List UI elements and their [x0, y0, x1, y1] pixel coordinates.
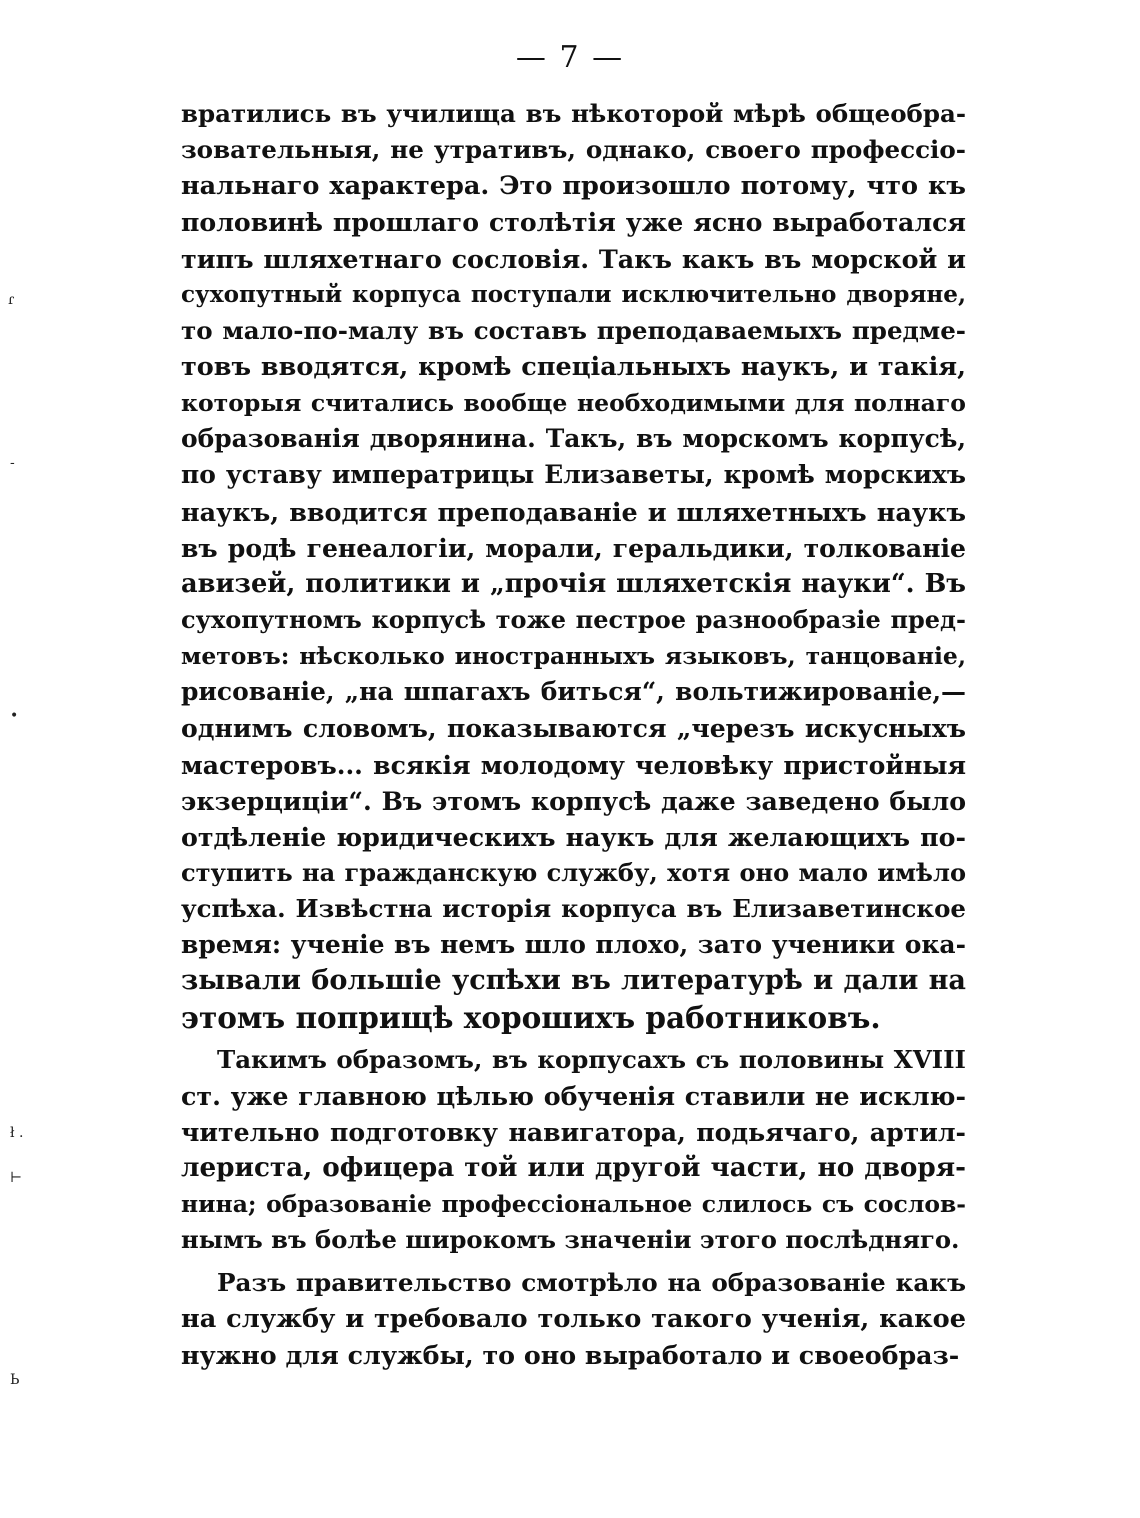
- text-line: мастеровъ... всякія молодому человѣку пристойныя: [181, 749, 966, 780]
- text-line: то мало-по-малу въ составъ преподаваемыхъ предме-: [181, 315, 966, 345]
- text-line: Разъ правительство смотрѣло на образованіе какъ: [217, 1267, 966, 1297]
- scan-speck: Ь: [10, 1372, 20, 1388]
- text-line: наукъ, вводится преподаваніе и шляхетныхъ наукъ: [181, 496, 966, 527]
- text-line: Такимъ образомъ, въ корпусахъ съ половины XVIII: [217, 1044, 966, 1074]
- text-line: лериста, офицера той или другой части, но дворя-: [181, 1152, 966, 1184]
- text-line: нина; образованіе профессіональное слилось съ сослов-: [181, 1190, 966, 1219]
- text-line: чительно подготовку навигатора, подьячаго, артил-: [181, 1116, 966, 1147]
- text-line: этомъ поприщѣ хорошихъ работниковъ.: [181, 999, 881, 1035]
- text-line: успѣха. Извѣстна исторія корпуса въ Елизаветинское: [181, 894, 966, 924]
- text-line: нужно для службы, то оно выработало и своеобраз-: [181, 1339, 960, 1370]
- text-line: сухопутный корпуса поступали исключительно дворяне,: [181, 280, 966, 308]
- page-number: — 7 —: [515, 40, 625, 75]
- text-line: экзерциціи“. Въ этомъ корпусѣ даже заведено было: [181, 785, 966, 816]
- text-line: вратились въ училища въ нѣкоторой мѣрѣ общеобра-: [181, 99, 966, 128]
- body-text: [181, 96, 966, 1373]
- text-line: въ родѣ генеалогіи, морали, геральдики, толкованіе: [181, 532, 966, 563]
- text-line: нальнаго характера. Это произошло потому, что къ: [181, 171, 966, 202]
- text-line: зовательныя, не утративъ, однако, своего профессіо-: [181, 135, 966, 165]
- text-line: отдѣленіе юридическихъ наукъ для желающихъ по-: [181, 821, 966, 852]
- text-line: авизей, политики и „прочія шляхетскія науки“. Въ: [181, 568, 966, 599]
- scan-speck: •: [10, 708, 19, 724]
- text-line: которыя считались вообще необходимыми для полнаго: [181, 389, 966, 418]
- text-line: товъ вводятся, кромѣ спеціальныхъ наукъ, и такія,: [181, 351, 966, 382]
- text-line: однимъ словомъ, показываются „черезъ искусныхъ: [181, 713, 966, 744]
- text-line: нымъ въ болѣе широкомъ значеніи этого послѣдняго.: [181, 1225, 960, 1255]
- text-line: типъ шляхетнаго сословія. Такъ какъ въ морской и: [181, 243, 966, 274]
- text-line: метовъ: нѣсколько иностранныхъ языковъ, танцованіе,: [181, 642, 966, 671]
- text-line: половинѣ прошлаго столѣтія уже ясно выработался: [181, 207, 966, 238]
- scan-speck: ⊢: [10, 1170, 23, 1186]
- scan-speck: ɾ: [8, 292, 15, 308]
- text-line: образованія дворянина. Такъ, въ морскомъ корпусѣ,: [181, 424, 966, 454]
- scan-speck: -: [10, 455, 15, 471]
- text-line: по уставу императрицы Елизаветы, кромѣ морскихъ: [181, 460, 966, 490]
- text-line: сухопутномъ корпусѣ тоже пестрое разнообразіе пред-: [181, 604, 966, 634]
- text-line: на службу и требовало только такого ученія, какое: [181, 1303, 966, 1334]
- text-line: время: ученіе въ немъ шло плохо, зато ученики ока-: [181, 930, 966, 960]
- text-line: ступить на гражданскую службу, хотя оно мало имѣло: [181, 857, 966, 887]
- text-line: рисованіе, „на шпагахъ биться“, вольтижированіе,—: [181, 677, 966, 707]
- text-line: зывали большіе успѣхи въ литературѣ и дали на: [181, 965, 966, 997]
- scan-speck: ł .: [10, 1125, 24, 1141]
- text-line: ст. уже главною цѣлью обученія ставили не исклю-: [181, 1080, 966, 1111]
